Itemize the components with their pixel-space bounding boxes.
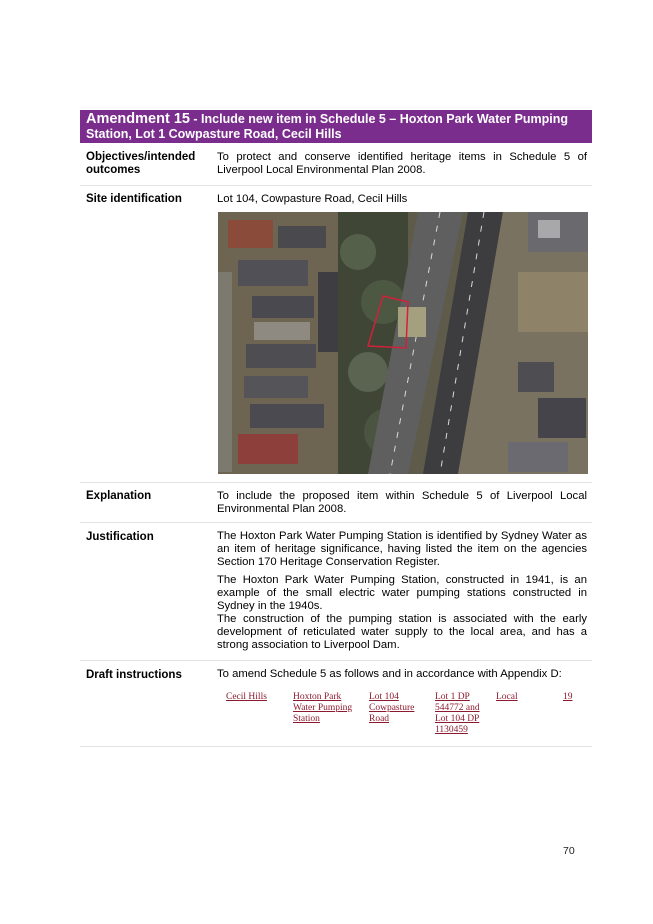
explanation-label: Explanation xyxy=(86,490,152,502)
site-text: Lot 104, Cowpasture Road, Cecil Hills xyxy=(217,193,408,205)
schedule-address: Lot 104 Cowpasture Road xyxy=(369,692,415,724)
site-label: Site identification xyxy=(86,193,182,205)
amendment-title-line2: Station, Lot 1 Cowpasture Road, Cecil Hills xyxy=(86,127,342,141)
explanation-text: To include the proposed item within Schedule 5 of Liverpool Local Environmental Plan 2008. xyxy=(217,490,587,515)
row-justification xyxy=(80,522,592,661)
row-objectives xyxy=(80,143,592,186)
justification-paragraph: The construction of the pumping station is associated with the early development of reticulated water supply to the local area, and has a strong association to Liverpool Dam. xyxy=(217,613,587,651)
schedule-item-number: 19 xyxy=(563,692,573,702)
schedule-property-description: Lot 1 DP 544772 and Lot 104 DP 1130459 xyxy=(435,692,480,735)
schedule-suburb: Cecil Hills xyxy=(226,692,267,702)
draft-text: To amend Schedule 5 as follows and in accordance with Appendix D: xyxy=(217,668,562,680)
schedule-significance: Local xyxy=(496,692,518,702)
objectives-label: Objectives/intended outcomes xyxy=(86,151,196,176)
page-number: 70 xyxy=(563,845,575,857)
draft-label: Draft instructions xyxy=(86,669,182,681)
justification-paragraph: The Hoxton Park Water Pumping Station is identified by Sydney Water as an item of heritage significance, having listed the item on the agencies Section 170 Heritage Conservation Register. xyxy=(217,530,587,568)
row-explanation xyxy=(80,482,592,523)
justification-text xyxy=(217,530,587,652)
amendment-title: - Include new item in Schedule 5 – Hoxton Park Water Pumping xyxy=(189,112,569,126)
schedule-item-name: Hoxton Park Water Pumping Station xyxy=(293,692,353,724)
amendment-number: Amendment 15 xyxy=(86,111,190,127)
amendment-banner xyxy=(80,110,592,143)
objectives-text: To protect and conserve identified heritage items in Schedule 5 of Liverpool Local Environmental Plan 2008. xyxy=(217,151,587,176)
aerial-site-photo xyxy=(218,212,588,474)
justification-paragraph: The Hoxton Park Water Pumping Station, constructed in 1941, is an example of the small electric water pumping stations constructed in Sydney in the 1940s. xyxy=(217,574,587,612)
justification-label: Justification xyxy=(86,531,154,543)
